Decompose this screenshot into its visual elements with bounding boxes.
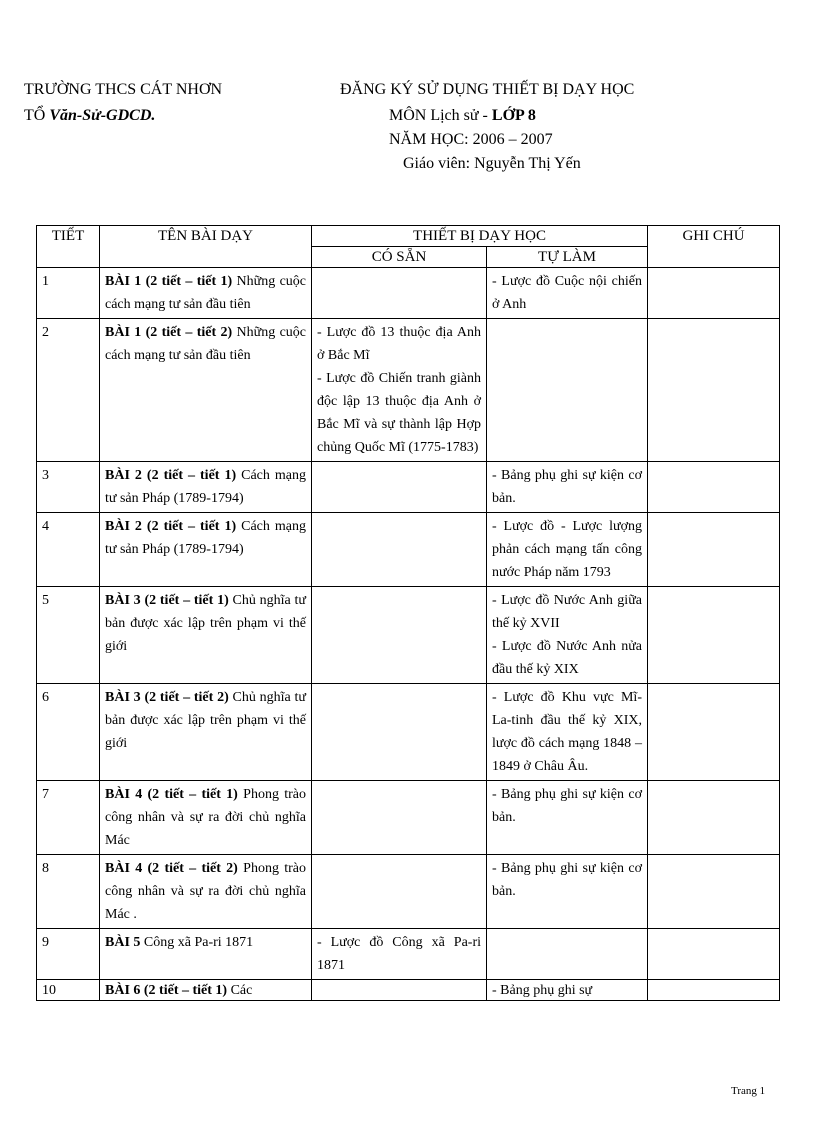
period-cell [37,319,100,462]
period-number: 3 [42,468,49,483]
self-made-equipment-cell [487,587,648,684]
note-cell [648,319,780,462]
note-cell [648,268,780,319]
table-row [37,980,780,1001]
period-cell [37,587,100,684]
period-cell [37,855,100,929]
self-made-equipment: - Bảng phụ ghi sự [492,983,593,998]
subject-grade: LỚP 8 [491,107,536,124]
equipment-table [36,225,780,1001]
lesson-title: Phong trào công nhân và sự ra đời chủ nghĩa Mác . [105,861,307,922]
self-made-equipment: - Lược đồ Khu vực Mĩ-La-tinh đầu thế kỷ XIX, lược đồ cách mạng 1848 – 1849 ở Châu Âu. [492,690,642,774]
available-equipment-cell [312,462,487,513]
self-made-equipment-cell [487,319,648,462]
self-made-equipment: - Lược đồ - Lược lượng phản cách mạng tấn công nước Pháp năm 1793 [492,519,642,580]
header-period: TIẾT [37,226,100,268]
table-row [37,587,780,684]
lesson-title: Cách mạng tư sản Pháp (1789-1794) [105,519,307,557]
available-equipment-cell [312,855,487,929]
header-available: CÓ SẴN [312,247,487,268]
lesson-cell [100,980,312,1001]
period-number: 6 [42,690,49,705]
lesson-title: Những cuộc cách mạng tư sản đầu tiên [105,325,306,363]
school-name: TRƯỜNG THCS CÁT NHƠN [24,81,223,98]
lesson-cell [100,587,312,684]
self-made-equipment: - Bảng phụ ghi sự kiện cơ bản. [492,787,642,825]
teacher-name: Giáo viên: Nguyễn Thị Yến [403,155,581,172]
table-row [37,855,780,929]
department-name: Văn-Sử-GDCD. [49,107,156,124]
table-row [37,929,780,980]
subject-line [389,107,536,125]
lesson-cell [100,268,312,319]
period-number: 2 [42,325,49,340]
note-cell [648,513,780,587]
self-made-equipment-cell [487,980,648,1001]
self-made-equipment-cell [487,462,648,513]
table-body [37,268,780,1001]
period-number: 10 [42,983,56,998]
lesson-title: Chủ nghĩa tư bản được xác lập trên phạm vi thế giới [105,690,307,751]
table-row [37,462,780,513]
self-made-equipment: - Lược đồ Nước Anh giữa thế kỷ XVII - Lược đồ Nước Anh nửa đầu thế kỷ XIX [492,593,642,677]
note-cell [648,929,780,980]
subject-prefix: MÔN Lịch sử - [389,107,488,124]
available-equipment-cell [312,513,487,587]
note-cell [648,855,780,929]
note-cell [648,462,780,513]
lesson-cell [100,781,312,855]
period-cell [37,980,100,1001]
period-cell [37,462,100,513]
lesson-code: BÀI 4 (2 tiết – tiết 1) [105,787,238,802]
self-made-equipment-cell [487,929,648,980]
lesson-cell [100,855,312,929]
header-note: GHI CHÚ [648,226,780,268]
lesson-title: Cách mạng tư sản Pháp (1789-1794) [105,468,307,506]
lesson-code: BÀI 6 (2 tiết – tiết 1) [105,983,228,998]
available-equipment-cell [312,781,487,855]
period-number: 5 [42,593,49,608]
period-number: 7 [42,787,49,802]
period-number: 8 [42,861,49,876]
table-row [37,268,780,319]
page-number: Trang 1 [731,1085,766,1097]
department-prefix: TỔ [24,107,46,124]
self-made-equipment-cell [487,855,648,929]
available-equipment-cell [312,929,487,980]
lesson-cell [100,462,312,513]
available-equipment-cell [312,684,487,781]
table-row [37,513,780,587]
available-equipment: - Lược đồ Công xã Pa-ri 1871 [317,935,481,973]
self-made-equipment-cell [487,684,648,781]
self-made-equipment-cell [487,781,648,855]
period-number: 9 [42,935,49,950]
note-cell [648,587,780,684]
department [24,107,155,125]
document-title: ĐĂNG KÝ SỬ DỤNG THIẾT BỊ DẠY HỌC [340,81,635,98]
lesson-code: BÀI 1 (2 tiết – tiết 2) [105,325,233,340]
lesson-cell [100,929,312,980]
lesson-title: Phong trào công nhân và sự ra đời chủ nghĩa Mác [105,787,307,848]
lesson-code: BÀI 3 (2 tiết – tiết 1) [105,593,229,608]
period-number: 4 [42,519,49,534]
available-equipment-cell [312,980,487,1001]
period-cell [37,268,100,319]
lesson-title: Chủ nghĩa tư bản được xác lập trên phạm vi thế giới [105,593,307,654]
self-made-equipment: - Bảng phụ ghi sự kiện cơ bản. [492,861,642,899]
period-cell [37,929,100,980]
note-cell [648,684,780,781]
header-self-made: TỰ LÀM [487,247,648,268]
period-cell [37,781,100,855]
lesson-code: BÀI 1 (2 tiết – tiết 1) [105,274,233,289]
lesson-code: BÀI 2 (2 tiết – tiết 1) [105,519,237,534]
header-equipment: THIẾT BỊ DẠY HỌC [312,226,648,247]
table-row [37,781,780,855]
period-cell [37,513,100,587]
self-made-equipment: - Bảng phụ ghi sự kiện cơ bản. [492,468,642,506]
period-number: 1 [42,274,49,289]
note-cell [648,781,780,855]
self-made-equipment-cell [487,268,648,319]
note-cell [648,980,780,1001]
lesson-cell [100,319,312,462]
table-row [37,684,780,781]
lesson-code: BÀI 2 (2 tiết – tiết 1) [105,468,237,483]
lesson-code: BÀI 3 (2 tiết – tiết 2) [105,690,229,705]
lesson-title: Những cuộc cách mạng tư sản đầu tiên [105,274,306,312]
lesson-code: BÀI 4 (2 tiết – tiết 2) [105,861,238,876]
table-row [37,319,780,462]
lesson-title: Công xã Pa-ri 1871 [140,935,254,950]
school-year: NĂM HỌC: 2006 – 2007 [389,131,553,148]
available-equipment: - Lược đồ 13 thuộc địa Anh ở Bắc Mĩ - Lược đồ Chiến tranh giành độc lập 13 thuộc địa Anh ở Bắc Mĩ và sự thành lập Hợp chủng Quốc Mĩ (1775-1783) [317,325,481,455]
available-equipment-cell [312,587,487,684]
lesson-cell [100,513,312,587]
available-equipment-cell [312,268,487,319]
self-made-equipment: - Lược đồ Cuộc nội chiến ở Anh [492,274,642,312]
lesson-cell [100,684,312,781]
lesson-title: Các [227,983,253,998]
available-equipment-cell [312,319,487,462]
period-cell [37,684,100,781]
header-lesson: TÊN BÀI DẠY [100,226,312,268]
lesson-code: BÀI 5 [105,935,141,950]
self-made-equipment-cell [487,513,648,587]
